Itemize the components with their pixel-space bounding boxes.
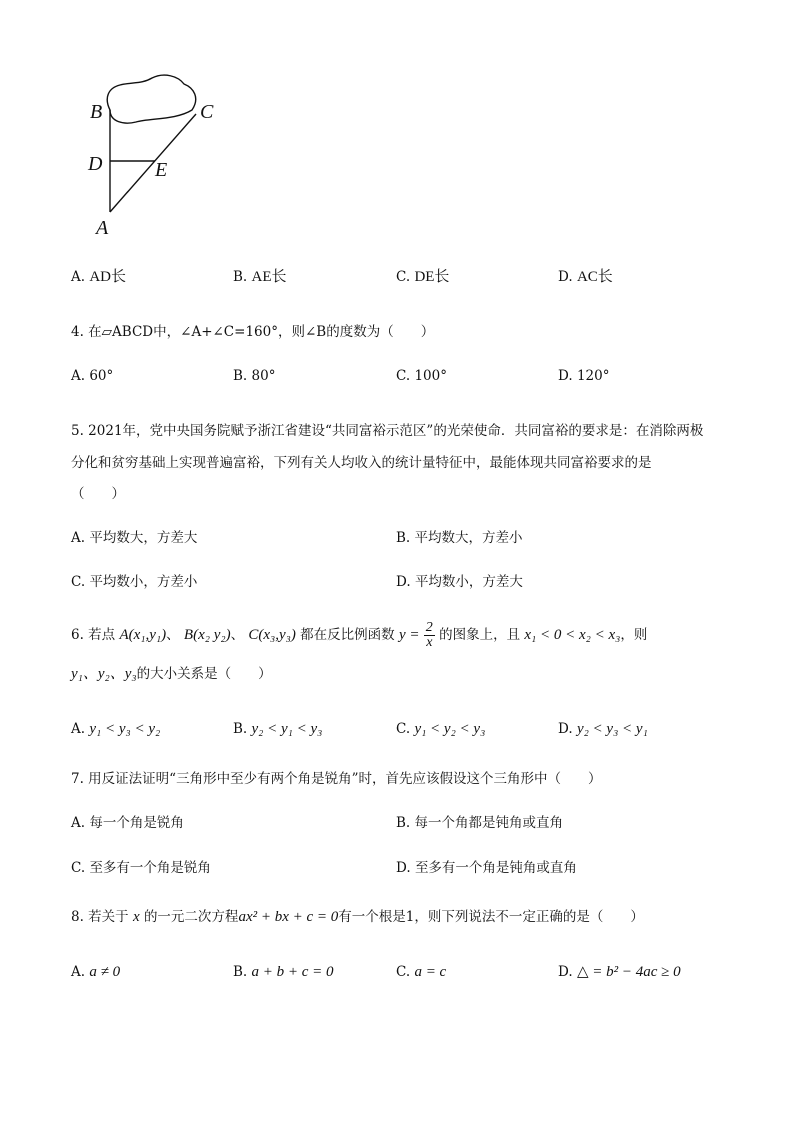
q6-end-text: ，则 (620, 627, 648, 643)
q5-line-3: （ ） (71, 486, 125, 502)
option-text: 平均数小，方差大 (414, 574, 523, 590)
function-lhs: y = (398, 627, 420, 643)
option-text: y₁ < y₃ < y₂ (89, 721, 161, 737)
option-text: 120° (576, 368, 610, 384)
option-letter: A. (71, 269, 86, 285)
option-text: 60° (89, 368, 114, 384)
option-letter: A. (71, 815, 86, 831)
option-letter: C. (71, 860, 86, 876)
q6-option-d[interactable] (558, 719, 648, 739)
q5-option-a[interactable] (71, 528, 197, 548)
point-c: C(x₃,y₃) (248, 627, 296, 643)
option-letter: A. (71, 368, 86, 384)
option-text: 至多有一个角是锐角 (89, 860, 211, 876)
option-text: DE长 (414, 269, 450, 285)
option-letter: C. (396, 269, 411, 285)
q8-mid-text: 的一元二次方程 (143, 909, 239, 925)
q6-variables: y₁、y₂、y₃ (71, 666, 137, 682)
option-letter: D. (558, 721, 573, 737)
q5-option-d[interactable] (396, 572, 523, 592)
q8-prefix: 8. 若关于 (71, 909, 129, 925)
option-text: 平均数大，方差小 (414, 530, 523, 546)
point-b: B(x₂ y₂) (183, 627, 231, 643)
q6-condition: x₁ < 0 < x₂ < x₃ (524, 627, 621, 643)
q4-option-b[interactable] (233, 366, 275, 386)
q8-option-c[interactable] (396, 962, 446, 982)
geometry-figure (80, 68, 230, 243)
q7-option-b[interactable] (396, 813, 563, 833)
label-c: C (200, 101, 214, 123)
option-letter: A. (71, 721, 86, 737)
option-text: 至多有一个角是钝角或直角 (414, 860, 577, 876)
q6-mid-text-2: 的图象上，且 (439, 627, 521, 643)
separator: 、 (230, 627, 245, 643)
fraction-numerator: 2 (425, 620, 433, 635)
point-a: A(x₁,y₁) (119, 627, 167, 643)
q6-line-2 (71, 664, 272, 684)
option-letter: B. (233, 269, 248, 285)
fraction-denominator: x (426, 635, 433, 650)
q4-option-d[interactable] (558, 366, 609, 386)
option-text: y₂ < y₃ < y₁ (576, 721, 648, 737)
option-letter: B. (233, 721, 248, 737)
q8-variable: x (132, 909, 140, 925)
option-letter: B. (396, 530, 411, 546)
q8-stem (71, 907, 644, 927)
option-letter: D. (396, 574, 411, 590)
fraction (424, 621, 435, 650)
option-text: △ = b² − 4ac ≥ 0 (576, 964, 681, 980)
option-letter: A. (71, 530, 86, 546)
option-text: a = c (414, 964, 447, 980)
option-text: 平均数大，方差大 (89, 530, 198, 546)
label-d: D (88, 153, 103, 175)
label-b: B (90, 101, 103, 123)
q3-option-c[interactable] (396, 267, 449, 287)
option-text: y₂ < y₁ < y₃ (251, 721, 323, 737)
q7-option-a[interactable] (71, 813, 184, 833)
segment-ac (110, 114, 196, 212)
option-text: AC长 (576, 269, 613, 285)
q5-option-b[interactable] (396, 528, 523, 548)
q6-option-b[interactable] (233, 719, 322, 739)
q3-option-a[interactable] (71, 267, 126, 287)
option-text: 80° (251, 368, 276, 384)
label-e: E (155, 159, 168, 181)
option-letter: C. (396, 721, 411, 737)
q3-option-d[interactable] (558, 267, 613, 287)
option-letter: C. (396, 368, 411, 384)
q6-line-2-text: 的大小关系是（ ） (136, 666, 272, 682)
q8-option-b[interactable] (233, 962, 334, 982)
option-letter: D. (558, 269, 573, 285)
q7-option-c[interactable] (71, 858, 211, 878)
q7-stem: 7. 用反证法证明“三角形中至少有两个角是锐角”时，首先应该假设这个三角形中（ ） (71, 771, 602, 787)
option-text: a + b + c = 0 (251, 964, 334, 980)
label-a: A (96, 217, 109, 239)
q4-option-a[interactable] (71, 366, 113, 386)
q5-option-c[interactable] (71, 572, 197, 592)
option-letter: A. (71, 964, 86, 980)
pond-shape (107, 75, 195, 123)
option-letter: D. (396, 860, 411, 876)
q6-option-c[interactable] (396, 719, 485, 739)
option-text: 每一个角是锐角 (89, 815, 184, 831)
q6-option-a[interactable] (71, 719, 160, 739)
q5-line-1: 5. 2021年，党中央国务院赋予浙江省建设“共同富裕示范区”的光荣使命．共同富裕的要求是：在消除两极 (71, 423, 704, 439)
option-letter: D. (558, 964, 573, 980)
option-text: 100° (414, 368, 447, 384)
option-letter: C. (396, 964, 411, 980)
q6-prefix: 6. 若点 (71, 627, 116, 643)
q8-option-d[interactable] (558, 962, 681, 982)
option-letter: B. (233, 964, 248, 980)
q7-option-d[interactable] (396, 858, 577, 878)
q6-line-1 (71, 621, 647, 650)
option-text: 每一个角都是钝角或直角 (414, 815, 564, 831)
q4-stem: 4. 在▱ABCD中，∠A+∠C=160°，则∠B的度数为（ ） (71, 324, 435, 340)
option-text: AE长 (251, 269, 287, 285)
option-letter: B. (396, 815, 411, 831)
option-letter: B. (233, 368, 248, 384)
option-text: a ≠ 0 (89, 964, 121, 980)
separator: 、 (166, 627, 180, 643)
q4-option-c[interactable] (396, 366, 447, 386)
option-text: y₁ < y₂ < y₃ (414, 721, 486, 737)
option-text: 平均数小，方差小 (89, 574, 198, 590)
q5-line-2: 分化和贫穷基础上实现普遍富裕，下列有关人均收入的统计量特征中，最能体现共同富裕要求的是 (71, 455, 652, 471)
q8-end-text: 有一个根是1，则下列说法不一定正确的是（ ） (338, 909, 644, 925)
q8-equation: ax² + bx + c = 0 (238, 909, 339, 925)
option-letter: D. (558, 368, 573, 384)
q3-option-b[interactable] (233, 267, 287, 287)
option-letter: C. (71, 574, 86, 590)
option-text: AD长 (89, 269, 127, 285)
q8-option-a[interactable] (71, 962, 120, 982)
q6-mid-text: 都在反比例函数 (300, 627, 395, 643)
